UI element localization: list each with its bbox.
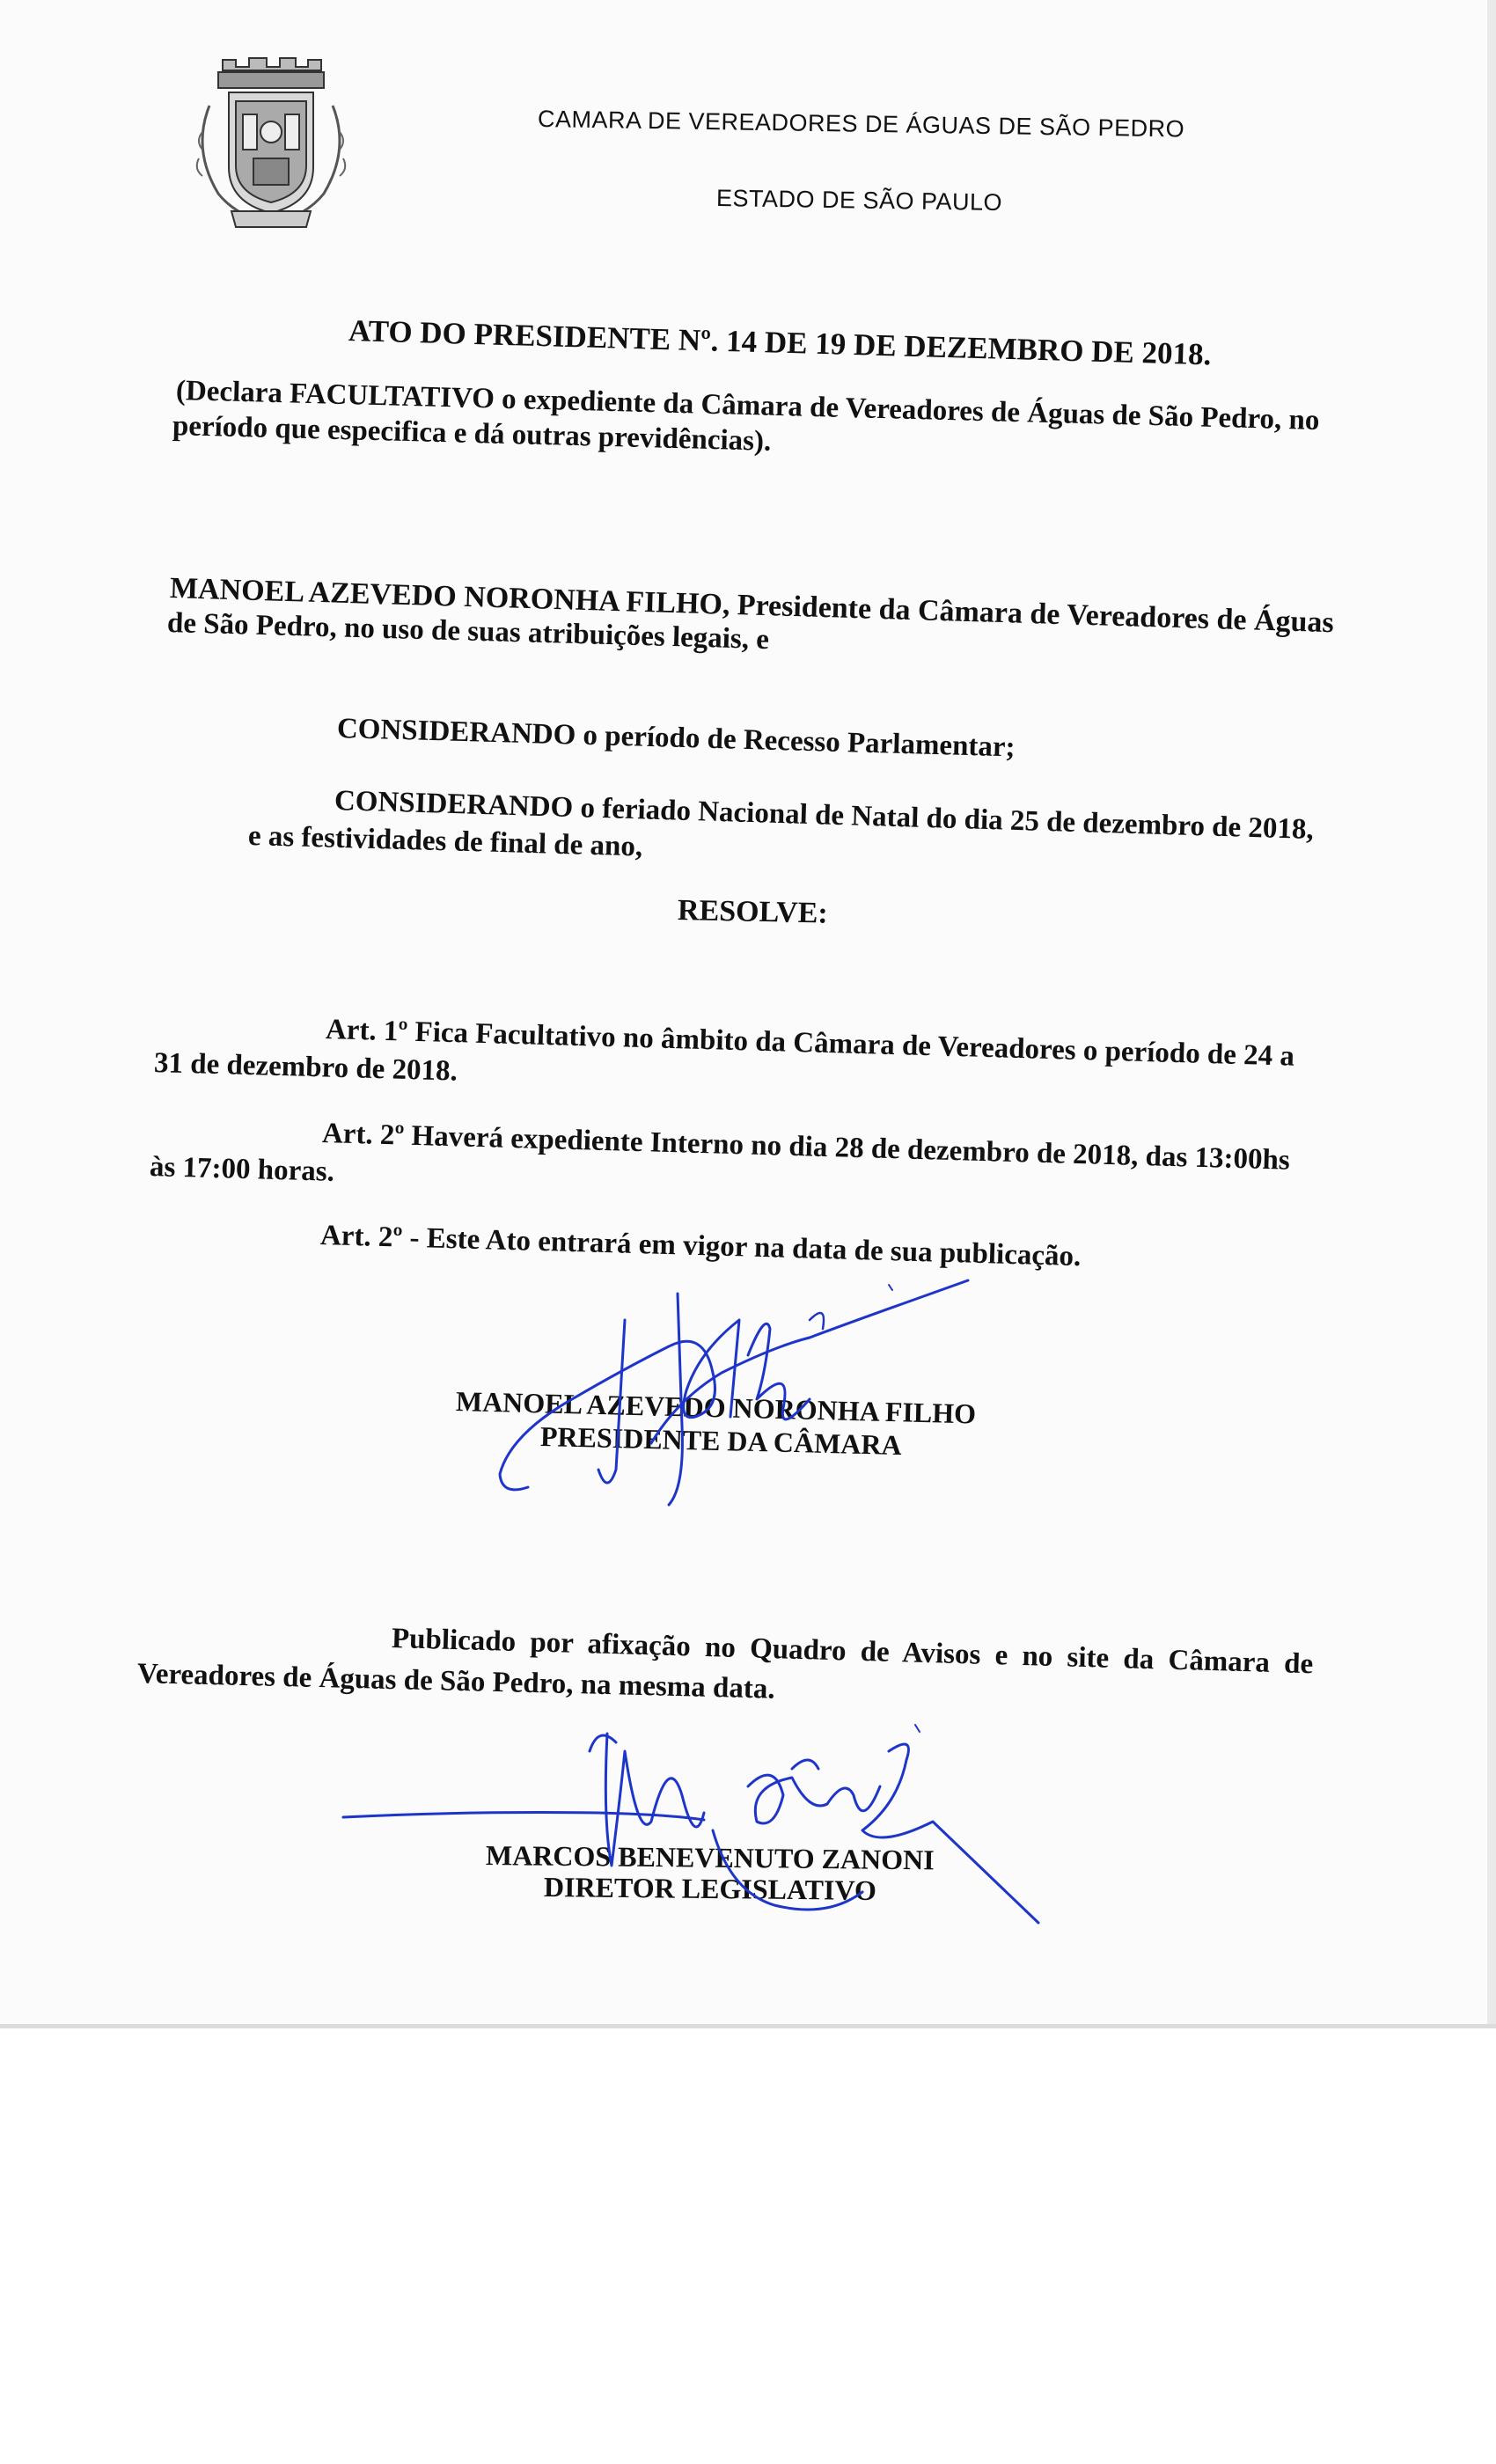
coat-of-arms-icon xyxy=(183,53,359,239)
director-signature-role: DIRETOR LEGISLATIVO xyxy=(543,1871,877,1906)
publication-line2: Vereadores de Águas de São Pedro, na mesma data. xyxy=(136,1658,776,1705)
summary-open: (Declara xyxy=(175,375,290,410)
article-2: Art. 2º Haverá expediente Interno no dia 28 de dezembro de 2018, das 13:00hs xyxy=(321,1118,1291,1177)
director-signature-icon xyxy=(334,1716,1056,1971)
summary-bold: FACULTATIVO xyxy=(289,378,495,415)
preamble-rest: Presidente da Câmara de Vereadores de Águas xyxy=(729,588,1335,640)
article-1: Art. 1º Fica Facultativo no âmbito da Câmara de Vereadores o período de 24 a xyxy=(325,1014,1295,1073)
consideration-keyword: CONSIDERANDO xyxy=(334,785,574,825)
publication-line1: Publicado por afixação no Quadro de Avisos e no site da Câmara de xyxy=(391,1623,1314,1681)
consideration-2-line2: e as festividades de final de ano, xyxy=(247,820,643,863)
consideration-text: o feriado Nacional de Natal do dia 25 de dezembro de 2018, xyxy=(572,792,1315,847)
consideration-keyword: CONSIDERANDO xyxy=(336,713,576,752)
article-3: Art. 2º - Este Ato entrará em vigor na data de sua publicação. xyxy=(319,1220,1082,1273)
article-2-line2: às 17:00 horas. xyxy=(149,1151,335,1188)
consideration-text: o período de Recesso Parlamentar; xyxy=(575,719,1016,764)
summary-rest: o expediente da Câmara de Vereadores de Águas de São Pedro, no xyxy=(494,383,1320,437)
preamble-line2: de São Pedro, no uso de suas atribuições legais, e xyxy=(166,607,770,656)
act-summary-line2: período que especifica e dá outras previdências). xyxy=(172,410,772,458)
state-name: ESTADO DE SÃO PAULO xyxy=(715,185,1003,216)
president-signature-role: PRESIDENTE DA CÂMARA xyxy=(539,1420,903,1462)
resolve-heading: RESOLVE: xyxy=(677,894,829,930)
president-signature-icon xyxy=(475,1267,986,1514)
director-signature-name: MARCOS BENEVENUTO ZANONI xyxy=(485,1839,935,1876)
act-title: ATO DO PRESIDENTE Nº. 14 DE 19 DE DEZEMBRO DE 2018. xyxy=(348,313,1212,372)
president-signature-name: MANOEL AZEVEDO NORONHA FILHO xyxy=(455,1385,977,1430)
institution-name: CAMARA DE VEREADORES DE ÁGUAS DE SÃO PEDRO xyxy=(537,106,1185,143)
scan-edge xyxy=(0,2024,1496,2028)
article-1-line2: 31 de dezembro de 2018. xyxy=(153,1047,458,1088)
president-name: MANOEL AZEVEDO NORONHA FILHO, xyxy=(169,572,730,621)
scan-edge xyxy=(1487,0,1496,2028)
